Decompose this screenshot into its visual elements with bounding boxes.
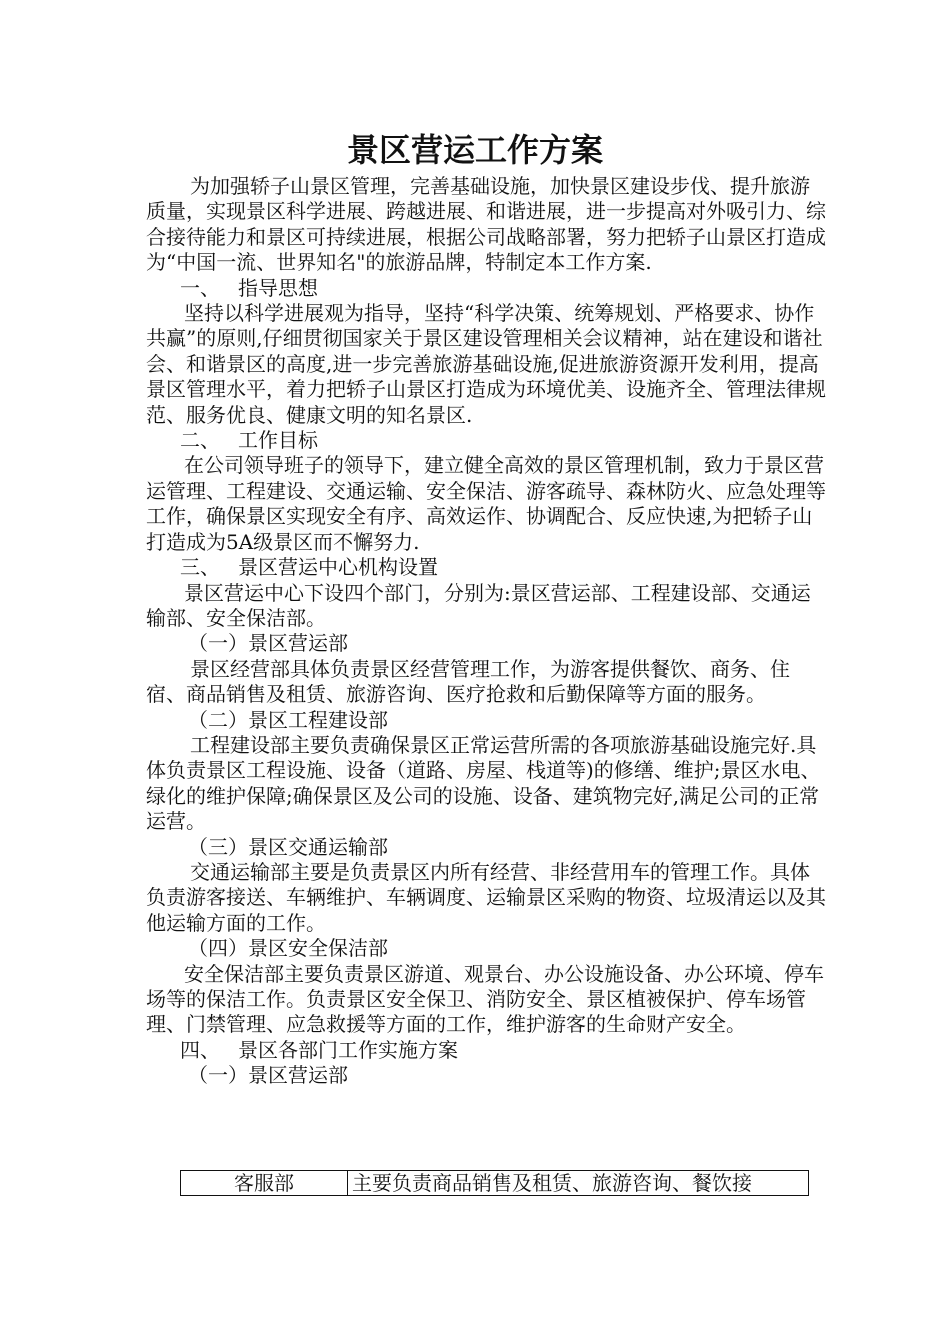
section-4-title: 景区各部门工作实施方案 (238, 1037, 458, 1062)
intro-paragraph: 为加强轿子山景区管理，完善基础设施，加快景区建设步伐、提升旅游质量，实现景区科学进展、跨越进展、和谐进展，进一步提高对外吸引力、综合接待能力和景区可持续进展，根据公司战略部署，努力把轿子山景区打造成为“中国一流、世界知名"的旅游品牌，特制定本工作方案. (146, 174, 826, 275)
document-body (146, 174, 826, 1089)
table-cell-department: 客服部 (181, 1171, 348, 1196)
subsection-3-2-heading: （二）景区工程建设部 (188, 707, 388, 732)
section-1-heading (146, 276, 826, 301)
document-title: 景区营运工作方案 (346, 131, 603, 169)
section-4-number: 四、 (180, 1037, 220, 1062)
section-2-title: 工作目标 (238, 428, 318, 453)
subsection-3-1-heading: （一）景区营运部 (188, 631, 348, 656)
subsection-3-3-paragraph: 交通运输部主要是负责景区内所有经营、非经营用车的管理工作。具体负责游客接送、车辆维护、车辆调度、运输景区采购的物资、垃圾清运以及其他运输方面的工作。 (146, 859, 826, 935)
section-3-number: 三、 (180, 555, 220, 580)
department-table (180, 1170, 809, 1196)
section-3-heading (146, 555, 826, 580)
section-3-paragraph: 景区营运中心下设四个部门，分别为:景区营运部、工程建设部、交通运输部、安全保洁部。 (146, 580, 811, 630)
subsection-3-4-paragraph: 安全保洁部主要负责景区游道、观景台、办公设施设备、办公环境、停车场等的保洁工作。负责景区安全保卫、消防安全、景区植被保护、停车场管理、门禁管理、应急救援等方面的工作，维护游客的生命财产安全。 (146, 961, 824, 1037)
section-1-title: 指导思想 (238, 275, 318, 300)
section-1-paragraph: 坚持以科学进展观为指导，坚持“科学决策、统筹规划、严格要求、协作共赢”的原则,仔细贯彻国家关于景区建设管理相关会议精神，站在建设和谐社会、和谐景区的高度,进一步完善旅游基础设施,促进旅游资源开发利用，提高景区管理水平，着力把轿子山景区打造成为环境优美、设施齐全、管理法律规范、服务优良、健康文明的知名景区. (146, 301, 826, 427)
table-cell-duty: 主要负责商品销售及租赁、旅游咨询、餐饮接 (348, 1171, 809, 1196)
subsection-3-1-paragraph: 景区经营部具体负责景区经营管理工作，为游客提供餐饮、商务、住宿、商品销售及租赁、旅游咨询、医疗抢救和后勤保障等方面的服务。 (146, 656, 790, 707)
section-2-number: 二、 (180, 428, 220, 453)
section-4-heading (146, 1038, 826, 1063)
subsection-4-1-heading: （一）景区营运部 (188, 1063, 348, 1088)
section-1-number: 一、 (180, 275, 220, 300)
subsection-3-2-paragraph: 工程建设部主要负责确保景区正常运营所需的各项旅游基础设施完好.具体负责景区工程设施、设备（道路、房屋、栈道等)的修缮、维护;景区水电、绿化的维护保障;确保景区及公司的设施、设备、建筑物完好,满足公司的正常运营。 (146, 732, 821, 834)
subsection-3-3-heading: （三）景区交通运输部 (188, 834, 388, 859)
section-2-heading (146, 428, 826, 453)
section-3-title: 景区营运中心机构设置 (238, 555, 438, 580)
subsection-3-4-heading: （四）景区安全保洁部 (188, 936, 388, 961)
table-row (181, 1171, 809, 1196)
section-2-paragraph: 在公司领导班子的领导下，建立健全高效的景区管理机制，致力于景区营运管理、工程建设、交通运输、安全保洁、游客疏导、森林防火、应急处理等工作，确保景区实现安全有序、高效运作、协调配合、反应快速,为把轿子山打造成为5A级景区而不懈努力. (146, 453, 826, 554)
